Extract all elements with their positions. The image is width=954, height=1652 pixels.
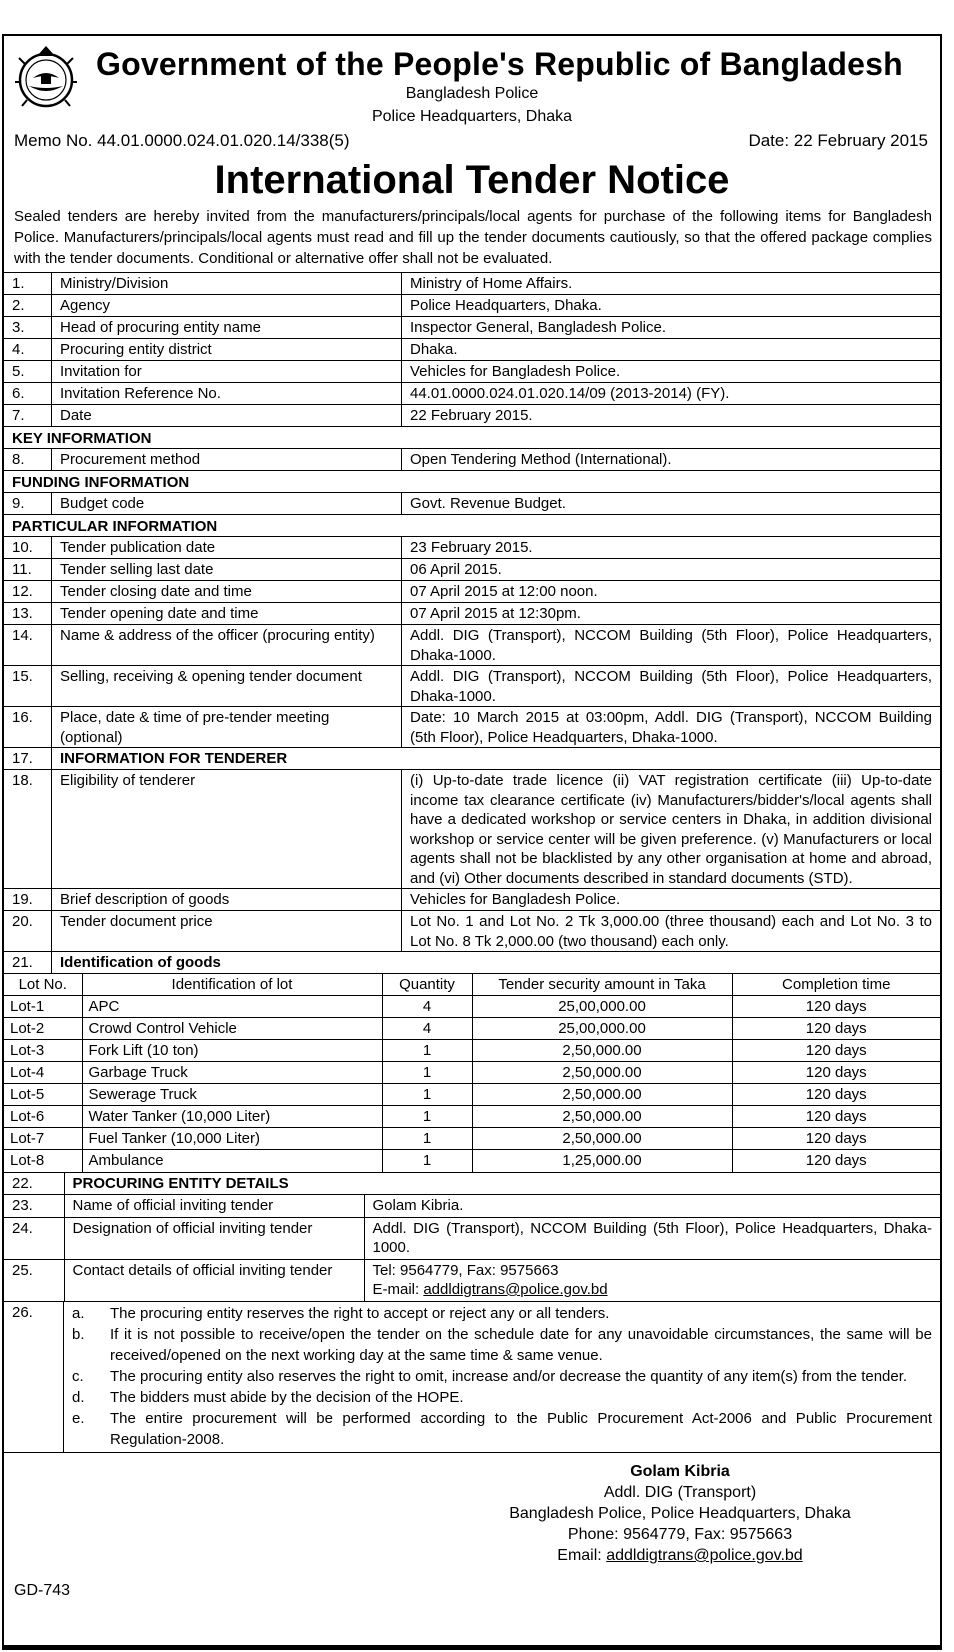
row-number: 9. bbox=[4, 493, 52, 514]
row-label: Name of official inviting tender bbox=[64, 1195, 364, 1218]
row-label: Tender opening date and time bbox=[52, 603, 402, 624]
signatory-office: Bangladesh Police, Police Headquarters, Dhaka bbox=[509, 1505, 851, 1522]
lot-security-amount: 2,50,000.00 bbox=[472, 1106, 732, 1128]
row-label: Brief description of goods bbox=[52, 889, 402, 910]
row-label: Date bbox=[52, 405, 402, 426]
row-number: 15. bbox=[4, 666, 52, 706]
row-value: Vehicles for Bangladesh Police. bbox=[410, 891, 621, 908]
condition-item bbox=[72, 1387, 932, 1408]
lot-completion-time: 120 days bbox=[732, 1084, 940, 1106]
lot-identification: Sewerage Truck bbox=[82, 1084, 382, 1106]
section-heading: KEY INFORMATION bbox=[4, 426, 940, 448]
condition-text: The procuring entity also reserves the right to omit, increase and/or decrease the quantity of any item(s) from the tender. bbox=[110, 1367, 908, 1385]
lot-identification: Fork Lift (10 ton) bbox=[82, 1040, 382, 1062]
condition-text: The entire procurement will be performed according to the Public Procurement Act-2006 and Public Procurement Regulation-2008. bbox=[110, 1409, 932, 1448]
lot-quantity: 1 bbox=[382, 1062, 472, 1084]
condition-item bbox=[72, 1303, 932, 1324]
row-value: (i) Up-to-date trade licence (ii) VAT registration certificate (iii) Up-to-date income tax clearance certificate (iv) Manufacturers/bidder's/local agents shall have a dedicated workshop or service centers in Dhaka, in addition divisional workshop or service center will be given preference. (v) Manufacturers or local agents shall not be blacklisted by any other organisation at home and abroad, and (vi) Other documents described in standard documents (STD). bbox=[410, 772, 932, 887]
memo-date: Date: 22 February 2015 bbox=[748, 131, 928, 150]
lot-security-amount: 2,50,000.00 bbox=[472, 1062, 732, 1084]
row-value: 22 February 2015. bbox=[410, 407, 533, 424]
row-value: 07 April 2015 at 12:00 noon. bbox=[410, 583, 598, 600]
info-row bbox=[4, 360, 940, 382]
info-row bbox=[4, 558, 940, 580]
row-value: Vehicles for Bangladesh Police. bbox=[410, 363, 621, 380]
row-value: 06 April 2015. bbox=[410, 561, 502, 578]
info-row bbox=[4, 492, 940, 514]
lots-header-lot-no: Lot No. bbox=[4, 974, 82, 996]
info-row bbox=[4, 747, 940, 769]
row-number: 14. bbox=[4, 625, 52, 665]
tender-info-table bbox=[4, 272, 940, 1453]
signatory-email-line bbox=[500, 1545, 860, 1566]
row-value: Golam Kibria. bbox=[364, 1195, 940, 1218]
row-label: INFORMATION FOR TENDERER bbox=[60, 750, 288, 767]
info-row bbox=[4, 602, 940, 624]
lot-identification: Garbage Truck bbox=[82, 1062, 382, 1084]
lot-security-amount: 25,00,000.00 bbox=[472, 996, 732, 1018]
lot-row bbox=[4, 1128, 940, 1150]
lot-row bbox=[4, 1018, 940, 1040]
row-value: Dhaka. bbox=[410, 341, 458, 358]
lot-quantity: 1 bbox=[382, 1084, 472, 1106]
row-number: 1. bbox=[4, 273, 52, 294]
lot-quantity: 1 bbox=[382, 1106, 472, 1128]
lot-number: Lot-4 bbox=[4, 1062, 82, 1084]
row-number: 26. bbox=[4, 1302, 64, 1452]
section-heading: PARTICULAR INFORMATION bbox=[4, 514, 940, 536]
lot-number: Lot-2 bbox=[4, 1018, 82, 1040]
lot-completion-time: 120 days bbox=[732, 1106, 940, 1128]
row-number: 10. bbox=[4, 537, 52, 558]
lot-quantity: 1 bbox=[382, 1150, 472, 1172]
row-number: 19. bbox=[4, 889, 52, 910]
row-label: Invitation Reference No. bbox=[52, 383, 402, 404]
row-number: 11. bbox=[4, 559, 52, 580]
procuring-heading-row bbox=[4, 1172, 940, 1195]
condition-text: If it is not possible to receive/open the tender on the schedule date for any unavoidable circumstances, the same will be received/opened on the next working day at the same time & same venue. bbox=[110, 1325, 932, 1364]
row-number: 17. bbox=[4, 748, 52, 769]
signatory-email-link[interactable]: addldigtrans@police.gov.bd bbox=[606, 1547, 803, 1564]
info-rows bbox=[4, 272, 940, 973]
row-label: Place, date & time of pre-tender meeting (optional) bbox=[52, 707, 402, 747]
row-value: Govt. Revenue Budget. bbox=[410, 495, 566, 512]
lot-completion-time: 120 days bbox=[732, 1018, 940, 1040]
info-row bbox=[4, 272, 940, 294]
condition-text: The bidders must abide by the decision of the HOPE. bbox=[110, 1388, 464, 1406]
lots-header-security: Tender security amount in Taka bbox=[472, 974, 732, 996]
signatory-phone: Phone: 9564779, Fax: 9575663 bbox=[567, 1526, 793, 1543]
row-value: Addl. DIG (Transport), NCCOM Building (5th Floor), Police Headquarters, Dhaka-1000. bbox=[364, 1217, 940, 1259]
lot-row bbox=[4, 1040, 940, 1062]
lot-completion-time: 120 days bbox=[732, 996, 940, 1018]
notice-title: International Tender Notice bbox=[214, 158, 730, 202]
condition-item bbox=[72, 1366, 932, 1387]
row-number: 8. bbox=[4, 449, 52, 470]
lot-number: Lot-7 bbox=[4, 1128, 82, 1150]
office-name: Police Headquarters, Dhaka bbox=[371, 108, 573, 125]
row-label: Ministry/Division bbox=[52, 273, 402, 294]
signatory-email-prefix: Email: bbox=[557, 1547, 607, 1564]
row-value: Date: 10 March 2015 at 03:00pm, Addl. DIG (Transport), NCCOM Building (5th Floor), Police Headquarters, Dhaka-1000. bbox=[410, 709, 932, 746]
info-row bbox=[4, 769, 940, 888]
row-number: 21. bbox=[4, 952, 52, 973]
lot-number: Lot-1 bbox=[4, 996, 82, 1018]
row-value: 07 April 2015 at 12:30pm. bbox=[410, 605, 581, 622]
procuring-entity-table bbox=[4, 1172, 940, 1301]
lot-row bbox=[4, 1062, 940, 1084]
lots-header-quantity: Quantity bbox=[382, 974, 472, 996]
lot-number: Lot-8 bbox=[4, 1150, 82, 1172]
procuring-row bbox=[4, 1195, 940, 1218]
row-number: 18. bbox=[4, 770, 52, 888]
row-label: Procuring entity district bbox=[52, 339, 402, 360]
memo-number: Memo No. 44.01.0000.024.01.020.14/338(5) bbox=[14, 131, 350, 150]
info-row bbox=[4, 404, 940, 426]
lot-completion-time: 120 days bbox=[732, 1040, 940, 1062]
row-value: Addl. DIG (Transport), NCCOM Building (5th Floor), Police Headquarters, Dhaka-1000. bbox=[410, 668, 932, 705]
tender-notice-page bbox=[2, 34, 942, 1650]
lot-row bbox=[4, 996, 940, 1018]
row-number: 4. bbox=[4, 339, 52, 360]
lot-quantity: 4 bbox=[382, 1018, 472, 1040]
info-row bbox=[4, 294, 940, 316]
info-row bbox=[4, 338, 940, 360]
info-row bbox=[4, 580, 940, 602]
lots-body bbox=[4, 996, 940, 1172]
lot-security-amount: 25,00,000.00 bbox=[472, 1018, 732, 1040]
row-number: 5. bbox=[4, 361, 52, 382]
row-label: Name & address of the officer (procuring entity) bbox=[52, 625, 402, 665]
row-label: Head of procuring entity name bbox=[52, 317, 402, 338]
row-value: Addl. DIG (Transport), NCCOM Building (5th Floor), Police Headquarters, Dhaka-1000. bbox=[410, 627, 932, 664]
section-heading: FUNDING INFORMATION bbox=[4, 470, 940, 492]
condition-letter: c. bbox=[72, 1367, 84, 1385]
row-label: Budget code bbox=[52, 493, 402, 514]
lot-number: Lot-6 bbox=[4, 1106, 82, 1128]
lots-header-row bbox=[4, 974, 940, 996]
row-label: Procurement method bbox=[52, 449, 402, 470]
lot-identification: Water Tanker (10,000 Liter) bbox=[82, 1106, 382, 1128]
lots-header-completion: Completion time bbox=[732, 974, 940, 996]
row-value: Police Headquarters, Dhaka. bbox=[410, 297, 602, 314]
contact-details bbox=[364, 1259, 940, 1301]
lot-security-amount: 2,50,000.00 bbox=[472, 1040, 732, 1062]
signatory-designation: Addl. DIG (Transport) bbox=[603, 1484, 757, 1501]
lot-row bbox=[4, 1150, 940, 1172]
row-number: 7. bbox=[4, 405, 52, 426]
contact-email-line bbox=[373, 1280, 933, 1300]
row-number: 20. bbox=[4, 911, 52, 951]
row-number: 16. bbox=[4, 707, 52, 747]
row-label: Invitation for bbox=[52, 361, 402, 382]
signature-block bbox=[500, 1461, 860, 1566]
row-value: Inspector General, Bangladesh Police. bbox=[410, 319, 666, 336]
lot-quantity: 1 bbox=[382, 1040, 472, 1062]
intro-paragraph: Sealed tenders are hereby invited from the manufacturers/principals/local agents for purchase of the following items for Bangladesh Police. Manufacturers/principals/local agents must read and fill up the tender documents cautiously, so that the offered package complies with the tender documents. Conditional or alternative offer shall not be evaluated. bbox=[14, 208, 932, 267]
row-number: 2. bbox=[4, 295, 52, 316]
condition-letter: b. bbox=[72, 1325, 85, 1343]
lot-security-amount: 2,50,000.00 bbox=[472, 1084, 732, 1106]
lot-row bbox=[4, 1106, 940, 1128]
lot-identification: Fuel Tanker (10,000 Liter) bbox=[82, 1128, 382, 1150]
lot-identification: APC bbox=[82, 996, 382, 1018]
government-title: Government of the People's Republic of Bangladesh bbox=[96, 46, 903, 82]
row-label: Contact details of official inviting tender bbox=[64, 1259, 364, 1301]
lot-security-amount: 2,50,000.00 bbox=[472, 1128, 732, 1150]
row-number: 6. bbox=[4, 383, 52, 404]
lot-completion-time: 120 days bbox=[732, 1128, 940, 1150]
row-label: Selling, receiving & opening tender document bbox=[52, 666, 402, 706]
lot-row bbox=[4, 1084, 940, 1106]
conditions-row bbox=[4, 1301, 940, 1453]
row-number: 25. bbox=[4, 1259, 64, 1301]
row-label: Tender selling last date bbox=[52, 559, 402, 580]
row-label: Identification of goods bbox=[60, 954, 221, 971]
row-number: 24. bbox=[4, 1217, 64, 1259]
row-value: Ministry of Home Affairs. bbox=[410, 275, 573, 292]
row-label: Tender document price bbox=[52, 911, 402, 951]
conditions-list bbox=[64, 1302, 940, 1452]
condition-letter: e. bbox=[72, 1409, 85, 1427]
lot-completion-time: 120 days bbox=[732, 1062, 940, 1084]
row-value: Lot No. 1 and Lot No. 2 Tk 3,000.00 (three thousand) each and Lot No. 3 to Lot No. 8 Tk 2,000.00 (two thousand) each only. bbox=[410, 913, 932, 950]
info-row bbox=[4, 382, 940, 404]
info-row bbox=[4, 536, 940, 558]
condition-text: The procuring entity reserves the right to accept or reject any or all tenders. bbox=[110, 1304, 610, 1322]
info-row bbox=[4, 951, 940, 973]
info-row bbox=[4, 316, 940, 338]
lot-completion-time: 120 days bbox=[732, 1150, 940, 1172]
row-value: 44.01.0000.024.01.020.14/09 (2013-2014) (FY). bbox=[410, 385, 730, 402]
row-value: 23 February 2015. bbox=[410, 539, 533, 556]
info-row bbox=[4, 624, 940, 665]
agency-name: Bangladesh Police bbox=[405, 85, 539, 102]
row-label: Tender closing date and time bbox=[52, 581, 402, 602]
lot-security-amount: 1,25,000.00 bbox=[472, 1150, 732, 1172]
lot-identification: Crowd Control Vehicle bbox=[82, 1018, 382, 1040]
info-row bbox=[4, 910, 940, 951]
row-number: 12. bbox=[4, 581, 52, 602]
condition-letter: a. bbox=[72, 1304, 85, 1322]
row-number: 23. bbox=[4, 1195, 64, 1218]
lots-header-identification: Identification of lot bbox=[82, 974, 382, 996]
procuring-row bbox=[4, 1217, 940, 1259]
condition-letter: d. bbox=[72, 1388, 85, 1406]
row-number: 22. bbox=[4, 1172, 64, 1195]
info-row bbox=[4, 448, 940, 470]
row-number: 3. bbox=[4, 317, 52, 338]
condition-item bbox=[72, 1408, 932, 1450]
contact-email-link[interactable]: addldigtrans@police.gov.bd bbox=[423, 1281, 608, 1298]
info-row bbox=[4, 706, 940, 747]
procuring-contact-row bbox=[4, 1259, 940, 1301]
contact-tel: Tel: 9564779, Fax: 9575663 bbox=[372, 1261, 559, 1279]
info-row bbox=[4, 888, 940, 910]
procuring-heading: PROCURING ENTITY DETAILS bbox=[64, 1172, 940, 1195]
row-label: Designation of official inviting tender bbox=[64, 1217, 364, 1259]
lots-table bbox=[4, 973, 940, 1172]
row-value: Open Tendering Method (International). bbox=[410, 451, 672, 468]
contact-email-prefix: E-mail: bbox=[372, 1281, 424, 1298]
row-label: Agency bbox=[52, 295, 402, 316]
lot-identification: Ambulance bbox=[82, 1150, 382, 1172]
signatory-name: Golam Kibria bbox=[630, 1463, 730, 1480]
row-label: Tender publication date bbox=[52, 537, 402, 558]
row-label: Eligibility of tenderer bbox=[52, 770, 402, 888]
lot-number: Lot-3 bbox=[4, 1040, 82, 1062]
row-number: 13. bbox=[4, 603, 52, 624]
info-row bbox=[4, 665, 940, 706]
lot-quantity: 1 bbox=[382, 1128, 472, 1150]
lot-quantity: 4 bbox=[382, 996, 472, 1018]
lot-number: Lot-5 bbox=[4, 1084, 82, 1106]
condition-item bbox=[72, 1324, 932, 1366]
footer-code: GD-743 bbox=[14, 1582, 71, 1599]
